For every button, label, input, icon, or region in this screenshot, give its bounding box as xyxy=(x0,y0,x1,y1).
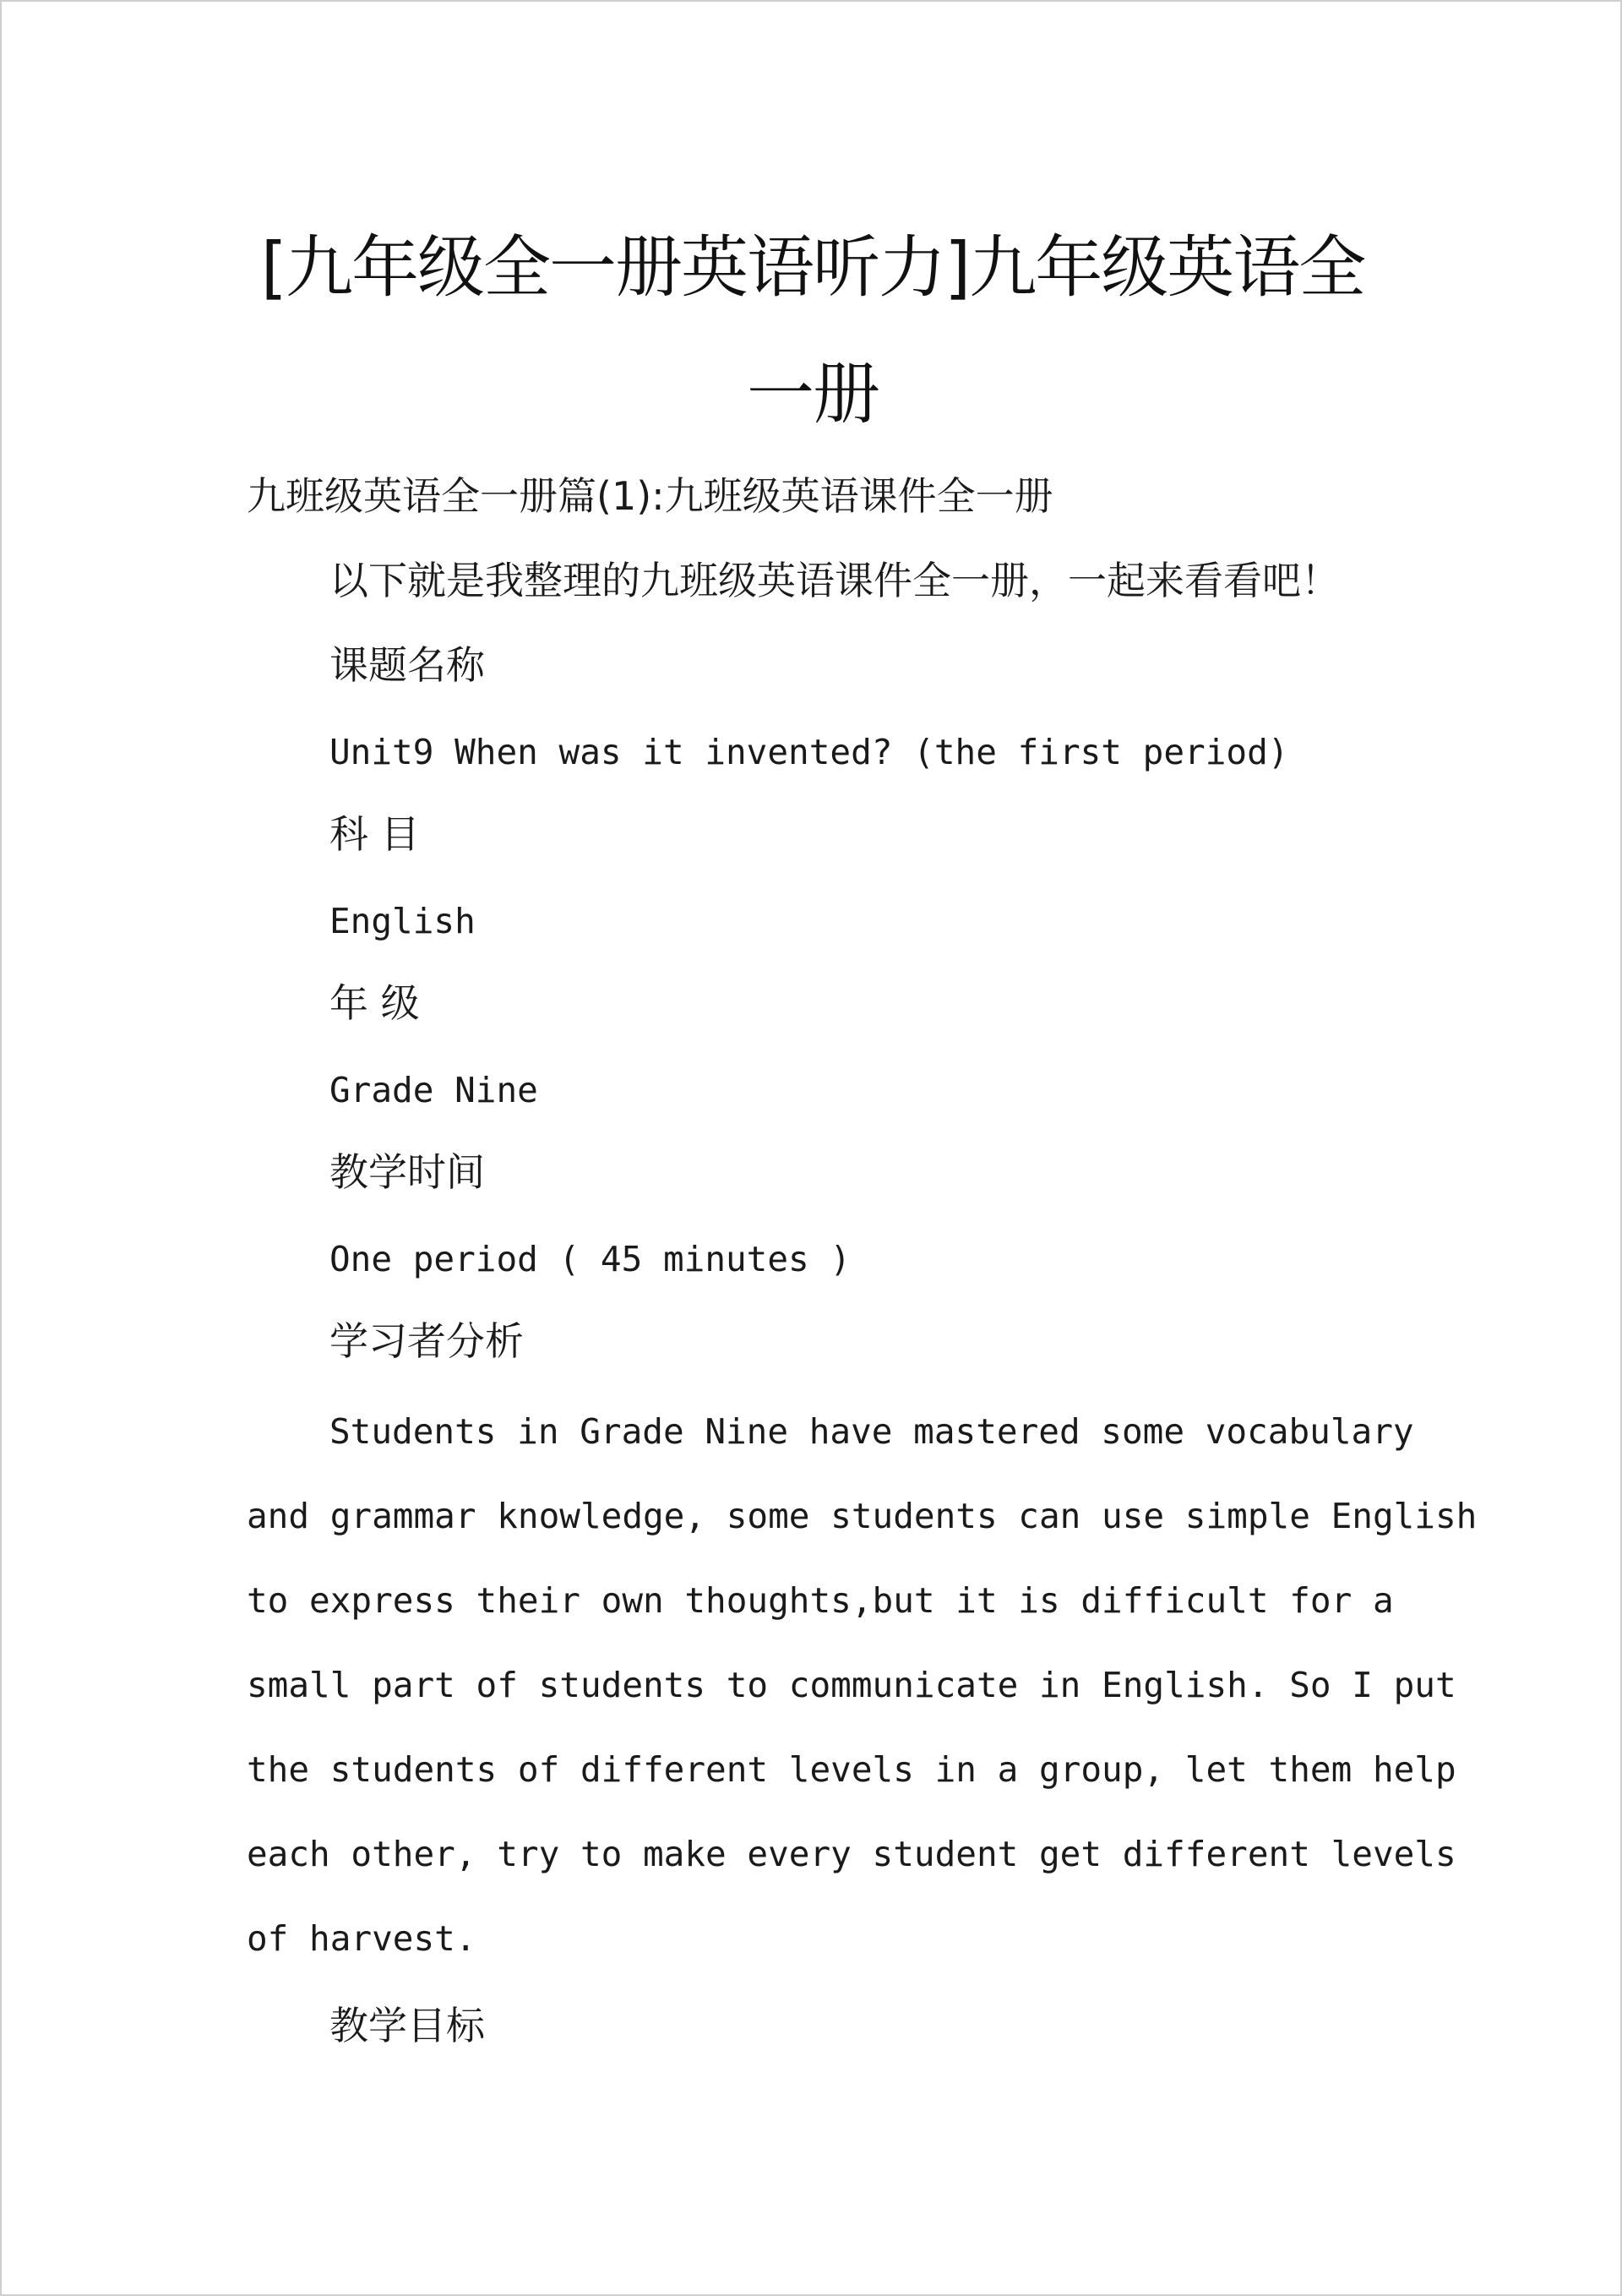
field-label-teaching-time: 教学时间 xyxy=(329,1149,485,1195)
paragraph-line: of harvest. xyxy=(247,1918,476,1959)
field-label-subject: 科 目 xyxy=(329,811,420,857)
teaching-goals-label: 教学目标 xyxy=(329,2003,485,2048)
paragraph-line: each other, try to make every student get different levels xyxy=(247,1834,1456,1874)
section-heading: 九班级英语全一册篇(1):九班级英语课件全一册 xyxy=(247,473,1053,519)
field-label-topic: 课题名称 xyxy=(329,642,485,688)
paragraph-line: to express their own thoughts,but it is difficult for a xyxy=(247,1580,1394,1621)
field-value-subject: English xyxy=(329,901,476,941)
intro-text: 以下就是我整理的九班级英语课件全一册，一起来看看吧！ xyxy=(329,558,1340,603)
paragraph-line: the students of different levels in a group, let them help xyxy=(247,1749,1456,1790)
field-value-teaching-time: One period ( 45 minutes ) xyxy=(329,1239,852,1279)
paragraph-line: Students in Grade Nine have mastered some vocabulary xyxy=(329,1411,1414,1452)
field-value-topic: Unit9 When was it invented? (the first period) xyxy=(329,732,1289,772)
document-title-line-1: [九年级全一册英语听力]九年级英语全 xyxy=(260,228,1365,307)
paragraph-line: and grammar knowledge, some students can use simple English xyxy=(247,1496,1478,1536)
learner-analysis-label: 学习者分析 xyxy=(329,1318,524,1364)
field-value-grade: Grade Nine xyxy=(329,1070,538,1110)
paragraph-line: small part of students to communicate in English. So I put xyxy=(247,1665,1456,1705)
document-title-line-2: 一册 xyxy=(747,355,879,434)
field-label-grade: 年 级 xyxy=(329,980,420,1026)
